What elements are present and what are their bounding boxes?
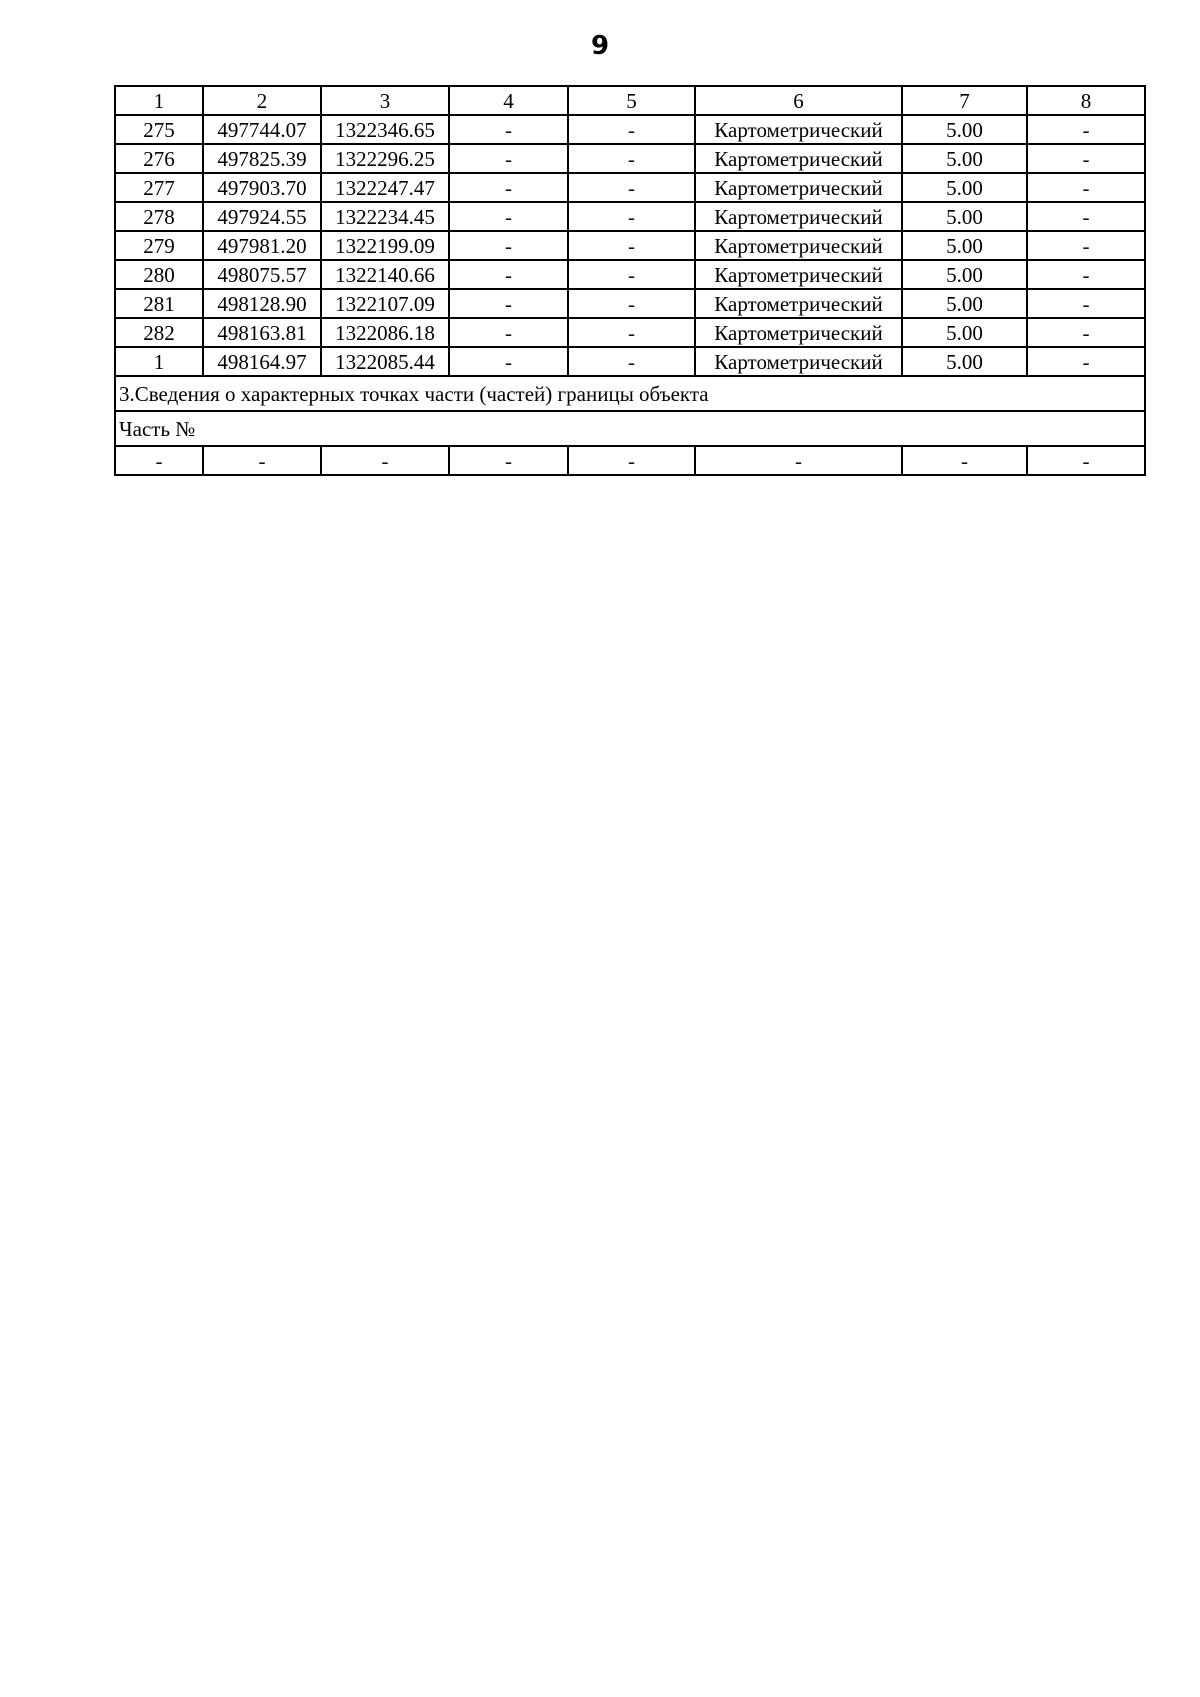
table-cell: -	[449, 318, 568, 347]
table-row	[115, 202, 1145, 231]
table-row	[115, 115, 1145, 144]
table-cell: -	[695, 446, 902, 475]
section-title: 3.Сведения о характерных точках части (частей) границы объекта	[115, 376, 1145, 411]
point-number: 275	[115, 115, 203, 144]
table-row	[115, 260, 1145, 289]
page-number: 9	[590, 31, 610, 61]
table-row	[115, 144, 1145, 173]
table-cell: -	[568, 115, 695, 144]
table-row	[115, 347, 1145, 376]
table-cell: -	[449, 347, 568, 376]
table-cell: -	[449, 446, 568, 475]
table-cell: -	[568, 289, 695, 318]
table-cell: -	[1027, 115, 1145, 144]
point-number: 277	[115, 173, 203, 202]
method-cell: Картометрический	[695, 144, 902, 173]
method-cell: Картометрический	[695, 318, 902, 347]
coordinate-y: 1322346.65	[321, 115, 449, 144]
table-cell: -	[449, 173, 568, 202]
point-number: 282	[115, 318, 203, 347]
accuracy-cell: 5.00	[902, 260, 1027, 289]
coordinate-x: 497744.07	[203, 115, 321, 144]
point-number: 281	[115, 289, 203, 318]
table-cell: -	[449, 115, 568, 144]
table-cell: -	[1027, 202, 1145, 231]
table-cell: -	[568, 347, 695, 376]
method-cell: Картометрический	[695, 202, 902, 231]
part-label-row	[115, 411, 1145, 446]
method-cell: Картометрический	[695, 115, 902, 144]
table-cell: -	[449, 260, 568, 289]
point-number: 276	[115, 144, 203, 173]
point-number: 278	[115, 202, 203, 231]
point-number: 280	[115, 260, 203, 289]
table-cell: -	[321, 446, 449, 475]
coordinate-y: 1322247.47	[321, 173, 449, 202]
method-cell: Картометрический	[695, 289, 902, 318]
column-header: 4	[449, 86, 568, 115]
table-row	[115, 173, 1145, 202]
table-cell: -	[1027, 260, 1145, 289]
table-row	[115, 231, 1145, 260]
coordinate-x: 497825.39	[203, 144, 321, 173]
table-cell: -	[449, 289, 568, 318]
coordinate-y: 1322140.66	[321, 260, 449, 289]
table-cell: -	[1027, 446, 1145, 475]
table-cell: -	[1027, 347, 1145, 376]
coordinate-x: 497903.70	[203, 173, 321, 202]
accuracy-cell: 5.00	[902, 115, 1027, 144]
table-cell: -	[1027, 173, 1145, 202]
table-cell: -	[1027, 318, 1145, 347]
method-cell: Картометрический	[695, 173, 902, 202]
coordinate-x: 498128.90	[203, 289, 321, 318]
coordinate-x: 497924.55	[203, 202, 321, 231]
table-cell: -	[1027, 289, 1145, 318]
table-cell: -	[568, 318, 695, 347]
accuracy-cell: 5.00	[902, 347, 1027, 376]
column-header: 6	[695, 86, 902, 115]
section-title-row	[115, 376, 1145, 411]
table-cell: -	[449, 144, 568, 173]
column-header: 5	[568, 86, 695, 115]
table-cell: -	[568, 173, 695, 202]
coordinate-y: 1322296.25	[321, 144, 449, 173]
coordinate-x: 498163.81	[203, 318, 321, 347]
table-cell: -	[449, 231, 568, 260]
accuracy-cell: 5.00	[902, 289, 1027, 318]
coordinate-y: 1322085.44	[321, 347, 449, 376]
part-label: Часть №	[115, 411, 1145, 446]
column-header: 7	[902, 86, 1027, 115]
table-cell: -	[902, 446, 1027, 475]
method-cell: Картометрический	[695, 347, 902, 376]
table-cell: -	[449, 202, 568, 231]
coordinate-x: 498164.97	[203, 347, 321, 376]
table-cell: -	[568, 231, 695, 260]
table-cell: -	[568, 202, 695, 231]
table-cell: -	[568, 260, 695, 289]
coordinate-y: 1322234.45	[321, 202, 449, 231]
column-header: 2	[203, 86, 321, 115]
method-cell: Картометрический	[695, 231, 902, 260]
point-number: 1	[115, 347, 203, 376]
table-cell: -	[115, 446, 203, 475]
coordinates-table	[114, 85, 1146, 476]
coordinate-y: 1322107.09	[321, 289, 449, 318]
accuracy-cell: 5.00	[902, 173, 1027, 202]
table-header-row	[115, 86, 1145, 115]
table-cell: -	[1027, 231, 1145, 260]
empty-row	[115, 446, 1145, 475]
column-header: 3	[321, 86, 449, 115]
coordinate-y: 1322086.18	[321, 318, 449, 347]
coordinate-y: 1322199.09	[321, 231, 449, 260]
coordinate-x: 498075.57	[203, 260, 321, 289]
point-number: 279	[115, 231, 203, 260]
table-cell: -	[1027, 144, 1145, 173]
table-cell: -	[203, 446, 321, 475]
table-row	[115, 318, 1145, 347]
coordinate-x: 497981.20	[203, 231, 321, 260]
column-header: 8	[1027, 86, 1145, 115]
accuracy-cell: 5.00	[902, 202, 1027, 231]
table-cell: -	[568, 446, 695, 475]
accuracy-cell: 5.00	[902, 318, 1027, 347]
method-cell: Картометрический	[695, 260, 902, 289]
table-row	[115, 289, 1145, 318]
column-header: 1	[115, 86, 203, 115]
accuracy-cell: 5.00	[902, 231, 1027, 260]
table-cell: -	[568, 144, 695, 173]
accuracy-cell: 5.00	[902, 144, 1027, 173]
